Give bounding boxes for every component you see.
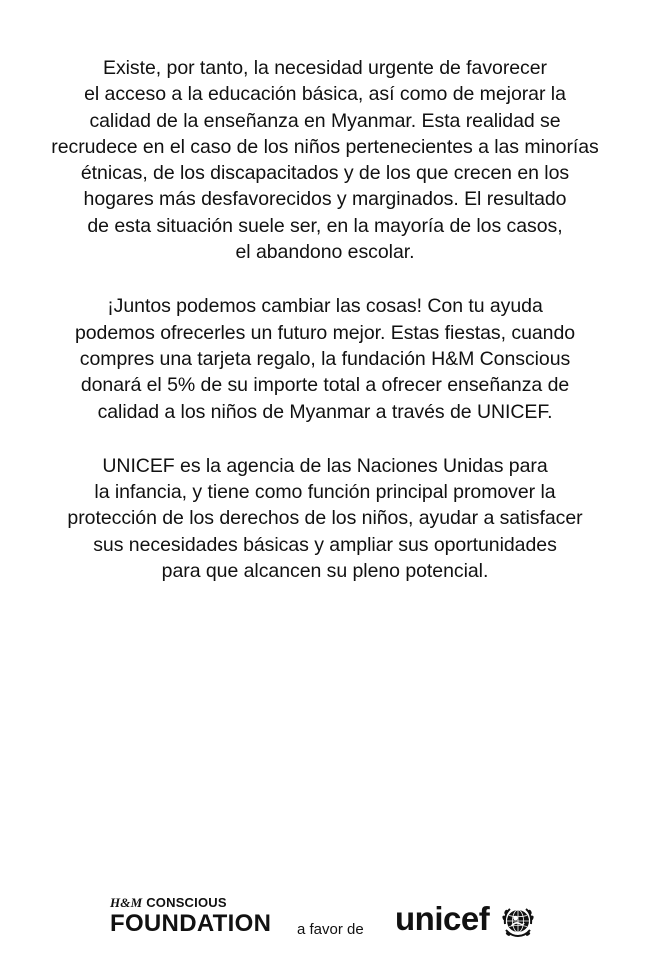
unicef-logo-text: unicef [395, 900, 490, 937]
hm-conscious-logo [110, 895, 227, 911]
text-line: Existe, por tanto, la necesidad urgente de favorecer [102, 57, 547, 79]
text-line: calidad a los niños de Myanmar a través de UNICEF. [97, 400, 553, 423]
text-line: hogares más desfavorecidos y marginados. El resultado [83, 188, 567, 211]
text-line: étnicas, de los discapacitados y de los que crecen en los [80, 162, 570, 185]
hm-mark: H&M [110, 895, 143, 910]
paragraph-3 [0, 453, 650, 584]
in-favor-of-label: a favor de [297, 921, 364, 938]
conscious-label: CONSCIOUS [146, 895, 227, 910]
text-line: de esta situación suele ser, en la mayoría de los casos, [87, 214, 563, 237]
paragraph-1 [0, 55, 650, 265]
text-line: UNICEF es la agencia de las Naciones Unidas para [102, 454, 548, 477]
text-line: la infancia, y tiene como función principal promover la [94, 481, 556, 504]
text-line: ¡Juntos podemos cambiar las cosas! Con tu ayuda [107, 295, 543, 318]
text-line: podemos ofrecerles un futuro mejor. Estas fiestas, cuando [74, 321, 576, 344]
foundation-label: FOUNDATION [110, 910, 272, 937]
body-text [0, 55, 650, 584]
text-line: el abandono escolar. [235, 241, 415, 264]
unicef-emblem-icon [500, 904, 536, 940]
text-line: el acceso a la educación básica, así como de mejorar la [84, 83, 566, 106]
text-line: compres una tarjeta regalo, la fundación H&M Conscious [79, 347, 571, 370]
text-line: calidad de la enseñanza en Myanmar. Esta realidad se [89, 109, 561, 132]
text-line: donará el 5% de su importe total a ofrecer enseñanza de [80, 374, 570, 397]
footer-logos [0, 892, 650, 952]
paragraph-2 [0, 293, 650, 424]
text-line: para que alcancen su pleno potencial. [161, 560, 489, 583]
text-line: protección de los derechos de los niños, ayudar a satisfacer [67, 507, 583, 530]
text-line: sus necesidades básicas y ampliar sus oportunidades [93, 533, 557, 556]
text-line: recrudece en el caso de los niños pertenecientes a las minorías [51, 135, 599, 158]
